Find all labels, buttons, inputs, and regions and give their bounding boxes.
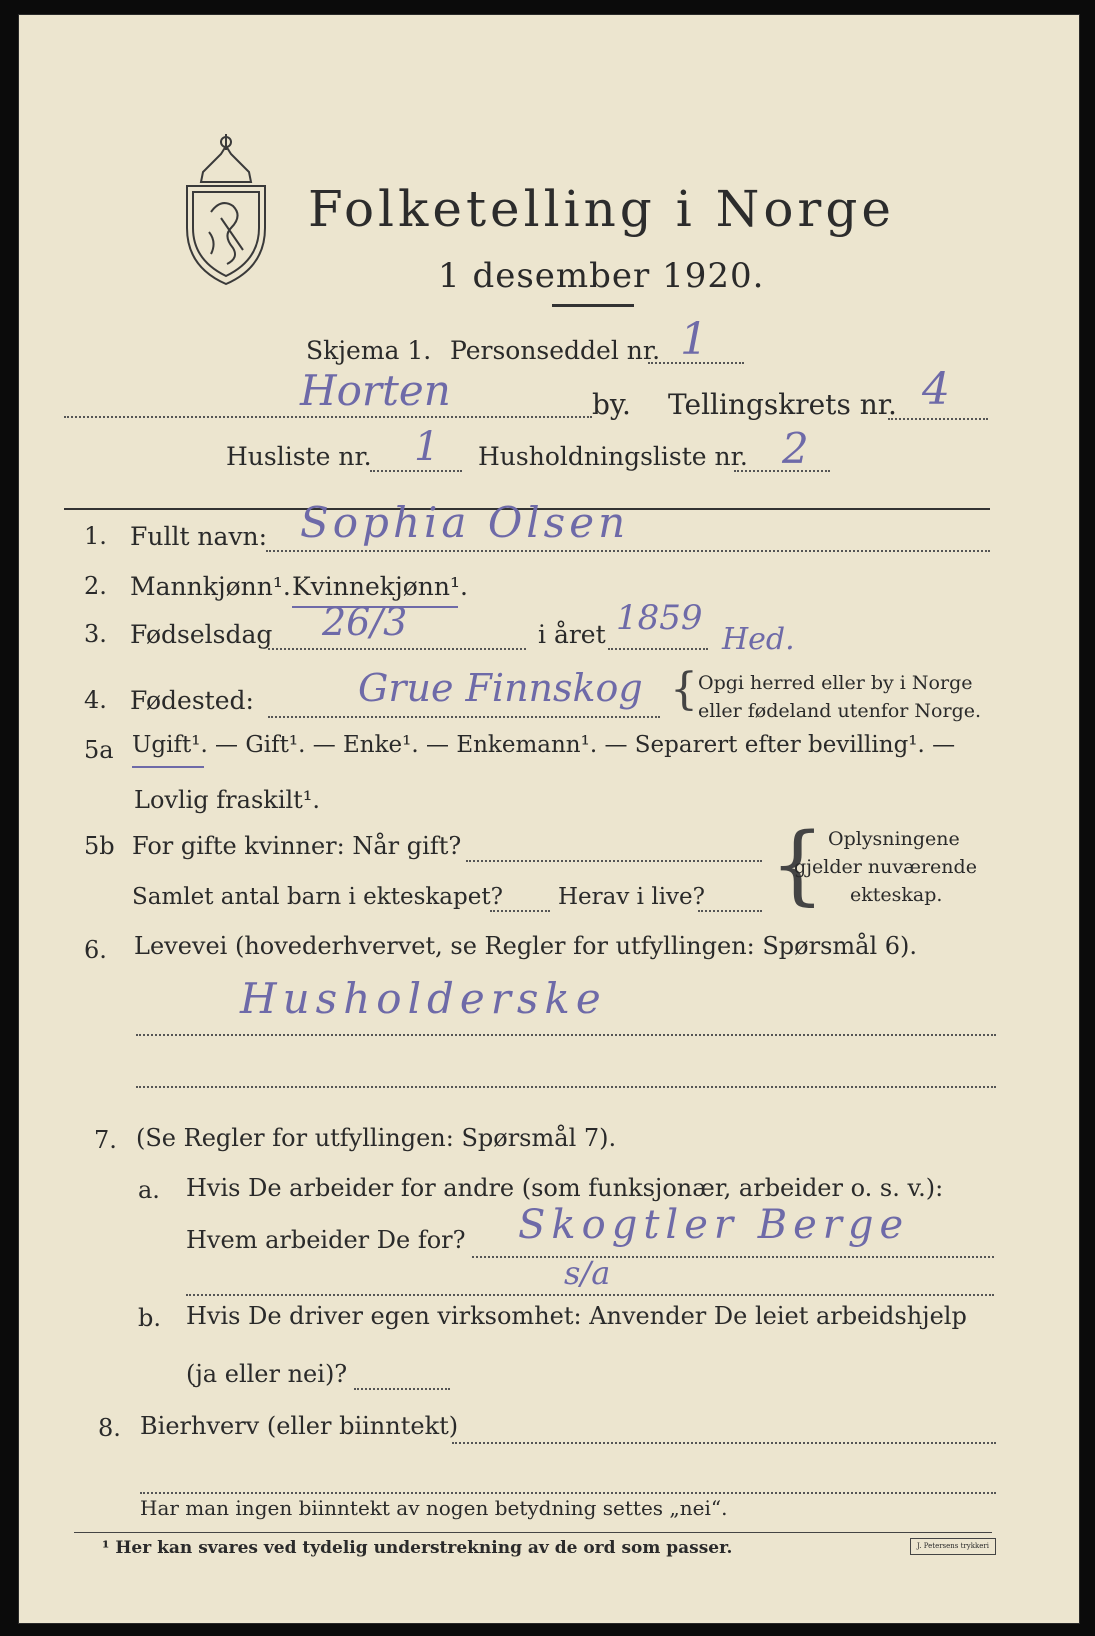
q5a-number: 5a <box>84 736 114 764</box>
page-title: Folketelling i Norge <box>308 180 895 238</box>
q2-male: Mannkjønn¹. <box>130 572 291 601</box>
census-form <box>18 14 1080 1624</box>
q5a-line-1: Ugift¹. — Gift¹. — Enke¹. — Enkemann¹. — Separert efter bevilling¹. — <box>132 732 956 758</box>
q4-number: 4. <box>84 686 107 714</box>
husliste-value: 1 <box>414 424 440 470</box>
q5b-alive-label: Herav i live? <box>558 884 705 910</box>
q8-number: 8. <box>98 1414 121 1442</box>
q3-extra-note: Hed. <box>722 622 795 657</box>
tellingskrets-label: Tellingskrets nr. <box>668 388 897 421</box>
q3-label: Fødselsdag <box>130 620 273 649</box>
footer-note: Har man ingen biinntekt av nogen betydning settes „nei“. <box>140 1496 728 1520</box>
q7a-value: Skogtler Berge <box>518 1202 910 1248</box>
q4-label: Fødested: <box>130 686 254 715</box>
q1-number: 1. <box>84 522 107 550</box>
q2-female: Kvinnekjønn¹. <box>292 572 468 601</box>
q4-note-2: eller fødeland utenfor Norge. <box>698 700 982 722</box>
q8-line-2 <box>140 1492 996 1494</box>
q3-value: 26/3 <box>322 600 408 644</box>
q8-label: Bierhverv (eller biinntekt) <box>140 1412 459 1440</box>
q6-label: Levevei (hovederhvervet, se Regler for utfyllingen: Spørsmål 6). <box>134 932 918 960</box>
husliste-label: Husliste nr. <box>226 442 372 471</box>
by-label: by. <box>592 388 631 421</box>
q5b-note-2: gjelder nuværende <box>794 856 977 878</box>
tellingskrets-line <box>888 418 988 420</box>
q7a-line <box>472 1256 994 1258</box>
by-value: Horten <box>300 366 451 415</box>
title-divider <box>552 304 634 307</box>
coat-of-arms-icon <box>181 132 271 288</box>
q1-value: Sophia Olsen <box>300 498 630 547</box>
q7b-letter: b. <box>138 1304 161 1332</box>
q6-line-2 <box>136 1086 996 1088</box>
q5b-when-line <box>466 860 762 862</box>
q5a-ugift-underline <box>132 766 204 768</box>
q1-label: Fullt navn: <box>130 522 268 551</box>
q3-year-line <box>608 648 708 650</box>
q3-year-label: i året <box>538 620 606 649</box>
q7a-line-2: Hvem arbeider De for? <box>186 1226 466 1254</box>
q4-note-1: Opgi herred eller by i Norge <box>698 672 973 694</box>
q7a-line-1: Hvis De arbeider for andre (som funksjonær, arbeider o. s. v.): <box>186 1174 944 1202</box>
q7-label: (Se Regler for utfyllingen: Spørsmål 7). <box>136 1124 617 1152</box>
q1-line <box>266 550 990 552</box>
footer-divider <box>74 1532 992 1533</box>
q3-line <box>268 648 526 650</box>
q6-value: Husholderske <box>240 974 607 1023</box>
q4-value: Grue Finnskog <box>358 666 643 710</box>
q7b-line-1: Hvis De driver egen virksomhet: Anvender De leiet arbeidshjelp <box>186 1302 967 1330</box>
husliste-line <box>370 470 462 472</box>
by-line <box>64 416 592 418</box>
q7a-letter: a. <box>138 1176 160 1204</box>
personseddel-label: Personseddel nr. <box>450 336 661 365</box>
q5a-line-2: Lovlig fraskilt¹. <box>134 786 321 814</box>
q5b-brace: { <box>770 815 825 915</box>
q5b-number: 5b <box>84 832 115 860</box>
q7-number: 7. <box>94 1126 117 1154</box>
q6-number: 6. <box>84 936 107 964</box>
tellingskrets-value: 4 <box>922 364 950 415</box>
husholdningsliste-value: 2 <box>782 424 809 473</box>
q6-line-1 <box>136 1034 996 1036</box>
q7b-line-2: (ja eller nei)? <box>186 1360 348 1388</box>
footnote: ¹ Her kan svares ved tydelig understrekning av de ord som passer. <box>102 1538 733 1558</box>
personseddel-value: 1 <box>680 314 708 365</box>
q7a-line-2-underline <box>186 1294 994 1296</box>
skjema-label: Skjema 1. <box>306 336 432 365</box>
q5b-alive-line <box>698 910 762 912</box>
census-date: 1 desember 1920. <box>438 256 765 296</box>
q8-line-1 <box>452 1442 996 1444</box>
q7b-line <box>354 1388 450 1390</box>
q4-line <box>268 716 660 718</box>
q2-number: 2. <box>84 572 107 600</box>
q3-year-value: 1859 <box>616 598 703 638</box>
husholdningsliste-label: Husholdningsliste nr. <box>478 442 748 471</box>
q5b-children-label: Samlet antal barn i ekteskapet? <box>132 884 503 910</box>
q7a-value-2: s/a <box>564 1254 611 1292</box>
q5b-children-line <box>490 910 550 912</box>
q3-number: 3. <box>84 620 107 648</box>
q5b-note-3: ekteskap. <box>850 884 943 906</box>
q5b-line-1: For gifte kvinner: Når gift? <box>132 832 462 860</box>
q4-brace: { <box>670 664 698 715</box>
printer-stamp: J. Petersens trykkeri <box>910 1538 996 1555</box>
q5b-note-1: Oplysningene <box>828 828 960 850</box>
